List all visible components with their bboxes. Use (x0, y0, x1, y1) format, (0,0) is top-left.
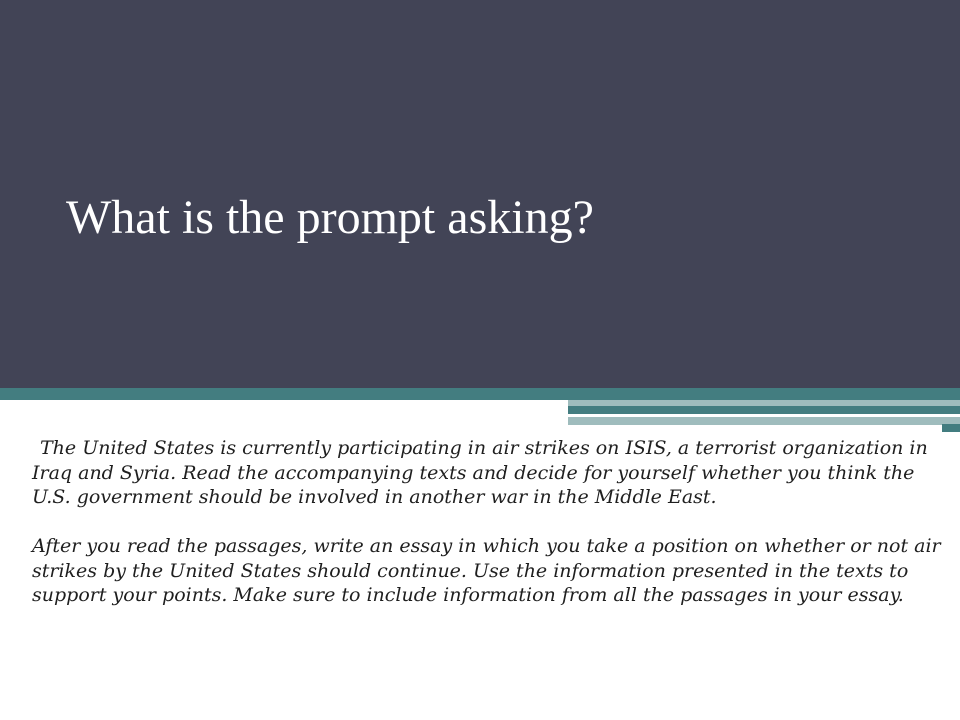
stripe-light-teal-2 (568, 417, 960, 425)
decorative-stripes (0, 388, 960, 432)
prompt-paragraph-2: After you read the passages, write an essay in which you take a position on whether or not air strikes by the United States should continue. Use the information presented in the texts to support your points. Make sure to include information from all the passages in your essay. (32, 535, 941, 606)
stripe-white-block (0, 400, 568, 432)
stripe-white-line-1 (568, 415, 890, 417)
prompt-body (32, 436, 942, 608)
stripe-teal-right (568, 406, 960, 414)
stripe-teal-top (0, 388, 960, 400)
stripe-teal-bottom (942, 424, 960, 432)
stripe-white-line-2 (568, 426, 942, 428)
prompt-paragraph-1: The United States is currently participating in air strikes on ISIS, a terrorist organization in Iraq and Syria. Read the accompanying texts and decide for yourself whether you think the U.S. government should be involved in another war in the Middle East. (32, 437, 928, 508)
slide-title: What is the prompt asking? (66, 191, 594, 244)
